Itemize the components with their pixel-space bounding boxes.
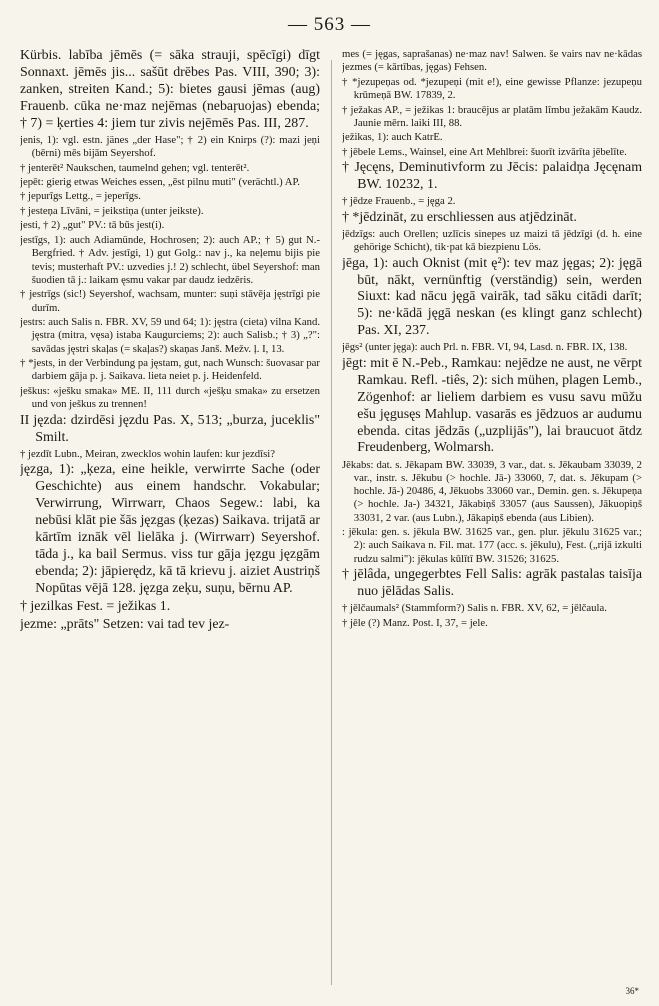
dictionary-entry: † ježakas AP., = ježikas 1: braucējus ar platām līmbu ježakām Kaudz. Jaunie mērn. laiki III, 88. — [342, 103, 642, 129]
dictionary-entry: † jēdze Frauenb., = jęga 2. — [342, 195, 456, 208]
dictionary-entry: jestrs: auch Salis n. FBR. XV, 59 und 64; 1): jęstra (cieta) vilna Kand. jęstra (mitra, vęsa) istaba Kaugurciems; 2): auch Salisb.; † 3) „?": savādas jęstri skaļas (= skaļas?) skaņas Janš. Mežv. ļ. I, 13. — [20, 316, 320, 355]
dictionary-entry: Jēkabs: dat. s. Jēkapam BW. 33039, 3 var., dat. s. Jēkaubam 33039, 2 var., instr. s. Jēkubu (> hochle. Jā-) 33060, 7, dat. s. Jēkupam (> hochle. Jā-) 20486, 4, Jēkuobs 33060 var., Demin. gen. s. Jēkupeņa (> hochle. Ja-) 34321, Jākabiņš 33057 (aus Saussen), Jākuopiņš 33031, 2 var. (aus Lubn.), Jākapiņš ebenda (aus Libien). — [342, 458, 642, 524]
dictionary-entry: jestīgs, 1): auch Adiamünde, Hochrosen; 2): auch AP.; † 5) gut N.-Bergfried. † Adv. jestīgi, 1) gut Golg.: nav j., ka neļemu bijis pie tevis; musterhaft PV.: uzvedies j.! 2) schlecht, übel Seyershof: man šuodien tā j.: laikam ęsmu vakar par daudz iedzēris. — [20, 233, 320, 286]
dictionary-entry: jęzga, 1): „ķeza, eine heikle, verwirrte Sache (oder Geschichte) aus einem handschr. Vokabular; Verwirrung, Wirrwarr, Chaos Segew.: labi, ka nebūsi klāt pie šās jęzgas (ķezas) Saikava. trijatā ar kārtīm iznāk vēl lielāka j. (Wirrwarr) Seyershof. tāda j., ka bail Sermus. viss tur gāja jęzgu jęzgām ebenda; 2): jāpierędz, kā tā krievu j. aiziet Austriņš Nopūtas vējā 128. jęzga zeķu, suņu, bērnu AP. — [20, 462, 320, 596]
dictionary-entry: jenis, 1): vgl. estn. jänes „der Hase"; † 2) ein Knirps (?): mazi jeņi (bērni) mēs bijām Seyershof. — [20, 133, 320, 160]
dictionary-entry: jesti, † 2) „gut" PV.: tā būs jest(i). — [20, 219, 165, 232]
dictionary-entry: : jēkula: gen. s. jēkula BW. 31625 var., gen. plur. jēkulu 31625 var.; 2): auch Saikava n. Fil. mat. 177 (acc. s. jēkulu), Fest. („rijā izkulti rudzu salmi"): jēkulas kūlītī BW. 31526; 31625. — [342, 526, 642, 565]
dictionary-entry: † jēlčaumals² (Stammform?) Salis n. FBR. XV, 62, = jēlčaula. — [342, 602, 607, 615]
dictionary-entry: jezme: „prāts" Setzen: vai tad tev jez- — [20, 616, 230, 632]
dictionary-entry: † jesteņa Līvāni, = jeikstiņa (unter jeikste). — [20, 204, 204, 217]
left-column — [20, 48, 320, 993]
dictionary-entry: † jēle (?) Manz. Post. I, 37, = jele. — [342, 616, 488, 629]
dictionary-entry: ježikas, 1): auch KatrE. — [342, 131, 443, 144]
dictionary-entry: jēgt: mit ē N.-Peb., Ramkau: nejēdze ne aust, ne vērpt Ramkau. Refl. -tiês, 2): sich mühen, plagen Lemb., Zögenhof: ar lieliem darbiem es vusu savu mūžu ešu jęgusęs Mahlup. vasarās es jēdzuos ar audumu ebenda. citas jēdzās („uzplijās"), lai braucuot ātdz Freudenberg, Wolmarsh. — [342, 355, 642, 456]
right-column — [342, 48, 642, 993]
printer-signature: 36* — [625, 986, 639, 996]
dictionary-entry: jēgs² (unter jęga): auch Prl. n. FBR. VI, 94, Lasd. n. FBR. IX, 138. — [342, 341, 628, 354]
dictionary-entry: † Jęcęns, Deminutivform zu Jēcis: palaidņa Jęcęnam BW. 10232, 1. — [342, 160, 642, 193]
dictionary-entry: II jęzda: dzirdēsi jęzdu Pas. X, 513; „burza, juceklis" Smilt. — [20, 412, 320, 445]
dictionary-entry: † jezilkas Fest. = ježikas 1. — [20, 598, 171, 614]
dictionary-entry: jēga, 1): auch Oknist (mit ę²): tev maz jęgas; 2): jęgā būt, nākt, vernünftig (verständig) sein, werden Siuxt: kad nācu jęgā vairāk, tad sāku citādi darīt; 5): ne·kādā jęgā neskan (es klingt ganz schlecht) Pas. XI, 237. — [342, 255, 642, 339]
dictionary-entry: † jepurīgs Lettg., = jeperīgs. — [20, 190, 141, 203]
dictionary-entry: † jēbele Lems., Wainsel, eine Art Mehlbrei: šuorīt izvārīta jēbelīte. — [342, 145, 627, 158]
column-divider — [331, 60, 332, 985]
dictionary-entry: † *jēdzināt, zu erschliessen aus atjēdzināt. — [342, 209, 577, 225]
dictionary-entry: jepēt: gierig etwas Weiches essen, „ēst pilnu muti" (verächtl.) AP. — [20, 175, 300, 188]
dictionary-entry: † jestrīgs (sic!) Seyershof, wachsam, munter: suņi stāvēja jęstrīgi pie durīm. — [20, 288, 320, 314]
dictionary-entry: † jezdīt Lubn., Meiran, zwecklos wohin laufen: kur jezdīsi? — [20, 447, 275, 460]
dictionary-entry: Kürbis. labība jēmēs (= sāka strauji, spēcīgi) dīgt Sonnaxt. jēmēs jis... sašūt drēbes Pas. VIII, 390; 3): zanken, streiten Kand.; 5): bietes gausi jēmas (aug) Frauenb. cūka ne·maz nejēmas (nebaŗuojas) ebenda; † 7) = ķerties 4: jiem tur zivis nejēmēs Pas. III, 287. — [20, 48, 320, 131]
dictionary-entry: mes (= jęgas, saprašanas) ne·maz nav! Salwen. še vairs nav ne·kādas jezmes (= kārtības, jęgas) Fehsen. — [342, 48, 642, 74]
dictionary-entry: jēdzīgs: auch Orellen; uzlīcis sinepes uz maizi tā jēdzīgi (d. h. eine gehörige Schicht), tik·pat kā biezpienu Lös. — [342, 227, 642, 254]
page-number: — 563 — — [288, 14, 371, 35]
dictionary-entry: ješkus: «ješku smaka» ME. II, 111 durch «ješķu smaka» zu ersetzen und von ješkus zu trennen! — [20, 384, 320, 411]
dictionary-entry: † jēlâda, ungegerbtes Fell Salis: agrāk pastalas taisīja nuo jēlādas Salis. — [342, 567, 642, 600]
dictionary-entry: † *jests, in der Verbindung pa jęstam, gut, nach Wunsch: šuovasar par darbiem gāja p. j. Saikava. lieta neiet p. j. Heidenfeld. — [20, 357, 320, 383]
dictionary-entry: † jenterēt² Nauksche​n, taumelnd gehen; vgl. tenterēt². — [20, 161, 250, 174]
dictionary-entry: † *jezupeņas od. *jezupeņi (mit e!), eine gewisse Pflanze: jezupeņu krūmeņā BW. 17839, 2. — [342, 75, 642, 102]
